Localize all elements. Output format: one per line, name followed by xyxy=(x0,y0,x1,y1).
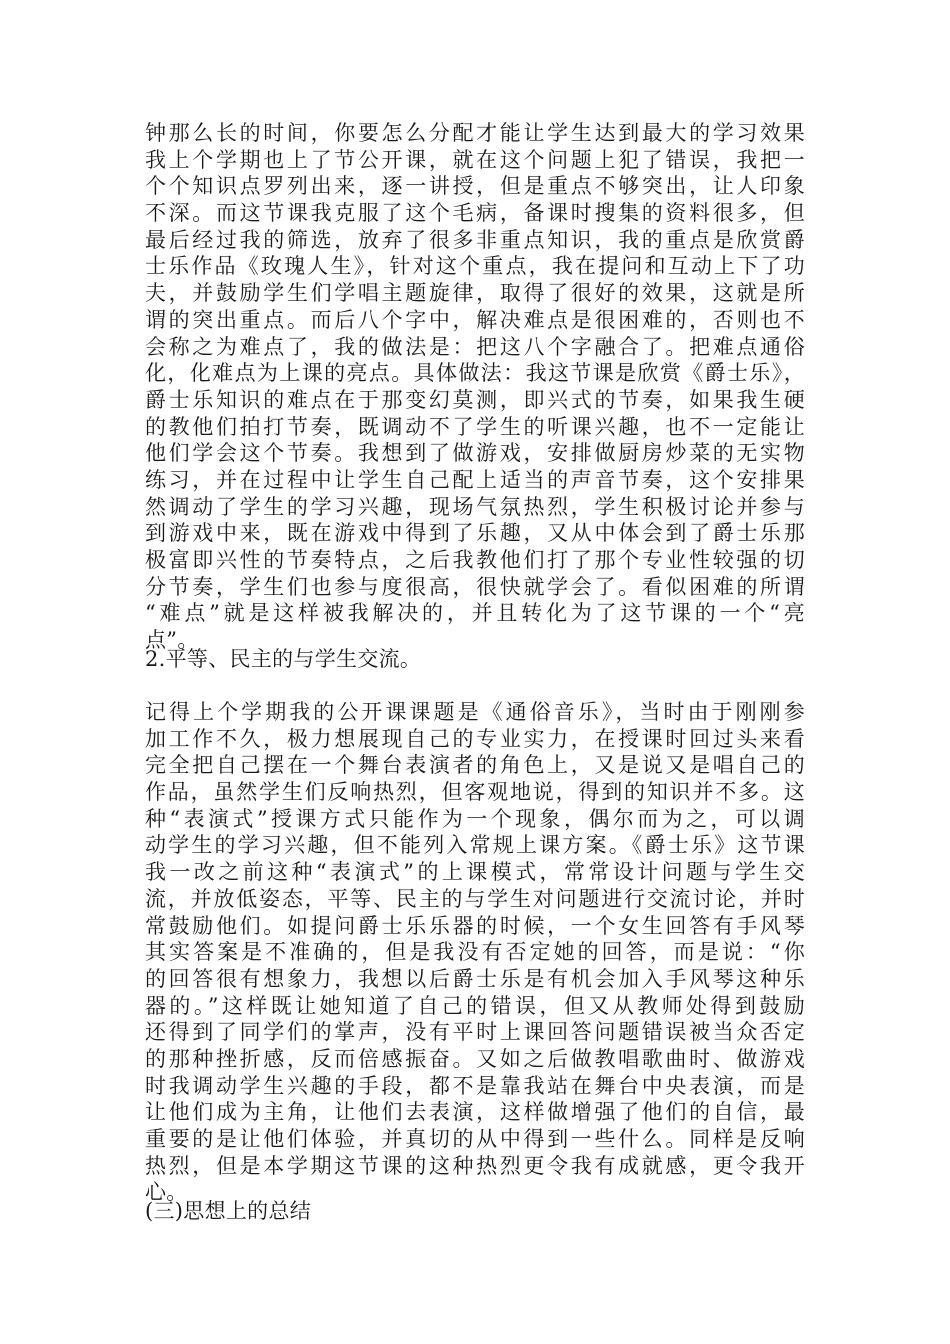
paragraph-line: 练习，并在过程中让学生自己配上适当的声音节奏，这个安排果 xyxy=(145,467,805,492)
paragraph-line: 时我调动学生兴趣的手段，都不是靠我站在舞台中央表演，而是 xyxy=(145,1073,805,1098)
paragraph-line: 常鼓励他们。如提问爵士乐乐器的时候，一个女生回答有手风琴 xyxy=(145,913,805,938)
paragraph-line: 热烈，但是本学期这节课的这种热烈更令我有成就感，更令我开 xyxy=(145,1153,805,1178)
paragraph-line: 作品，虽然学生们反响热烈，但客观地说，得到的知识并不多。这 xyxy=(145,780,805,805)
paragraph-line: 我一改之前这种“表演式”的上课模式，常常设计问题与学生交 xyxy=(145,860,805,885)
paragraph-line: 的教他们拍打节奏，既调动不了学生的听课兴趣，也不一定能让 xyxy=(145,414,805,439)
paragraph-line: 种“表演式”授课方式只能作为一个现象，偶尔而为之，可以调 xyxy=(145,806,805,831)
paragraph-line: 的那种挫折感，反而倍感振奋。又如之后做教唱歌曲时、做游戏 xyxy=(145,1046,805,1071)
paragraph-line: 然调动了学生的学习兴趣，现场气氛热烈，学生积极讨论并参与 xyxy=(145,494,805,519)
paragraph-line: 化，化难点为上课的亮点。具体做法：我这节课是欣赏《爵士乐》， xyxy=(145,361,805,386)
section-heading-equal-communication xyxy=(145,646,805,673)
section-heading-thought-summary xyxy=(145,1198,805,1225)
paragraph-line: 个个知识点罗列出来，逐一讲授，但是重点不够突出，让人印象 xyxy=(145,174,805,199)
paragraph-line: 会称之为难点了，我的做法是：把这八个字融合了。把难点通俗 xyxy=(145,334,805,359)
paragraph-line: 钟那么长的时间，你要怎么分配才能让学生达到最大的学习效果 xyxy=(145,121,805,145)
paragraph-line: 他们学会这个节奏。我想到了做游戏，安排做厨房炒菜的无实物 xyxy=(145,441,805,466)
paragraph-line: 到游戏中来，既在游戏中得到了乐趣，又从中体会到了爵士乐那 xyxy=(145,521,805,546)
paragraph-line: 让他们成为主角，让他们去表演，这样做增强了他们的自信，最 xyxy=(145,1100,805,1125)
paragraph-line: 分节奏，学生们也参与度很高，很快就学会了。看似困难的所谓 xyxy=(145,574,805,599)
paragraph-line: 我上个学期也上了节公开课，就在这个问题上犯了错误，我把一 xyxy=(145,147,805,172)
paragraph-line: 点”。 xyxy=(145,628,199,653)
paragraph-line: 爵士乐知识的难点在于那变幻莫测，即兴式的节奏，如果我生硬 xyxy=(145,387,805,412)
paragraph-line: 士乐作品《玫瑰人生》，针对这个重点，我在提问和互动上下了功 xyxy=(145,254,805,279)
paragraph-line: 器的。”这样既让她知道了自己的错误，但又从教师处得到鼓励 xyxy=(145,993,805,1018)
paragraph-line: 动学生的学习兴趣，但不能列入常规上课方案。《爵士乐》这节课 xyxy=(145,833,805,858)
paragraph-line: 最后经过我的筛选，放弃了很多非重点知识，我的重点是欣赏爵 xyxy=(145,227,805,252)
paragraph-line: 完全把自己摆在一个舞台表演者的角色上，又是说又是唱自己的 xyxy=(145,753,805,778)
paragraph-line: 记得上个学期我的公开课课题是《通俗音乐》，当时由于刚刚参 xyxy=(145,700,805,724)
paragraph-line: 夫，并鼓励学生们学唱主题旋律，取得了很好的效果，这就是所 xyxy=(145,281,805,306)
paragraph-line: 流，并放低姿态，平等、民主的与学生对问题进行交流讨论，并时 xyxy=(145,886,805,911)
section-heading: 2.平等、民主的与学生交流。 xyxy=(145,647,422,671)
paragraph-line: 重要的是让他们体验，并真切的从中得到一些什么。同样是反响 xyxy=(145,1127,805,1151)
paragraph-line: 不深。而这节课我克服了这个毛病，备课时搜集的资料很多，但 xyxy=(145,201,805,226)
paragraph-line: 其实答案是不准确的，但是我没有否定她的回答，而是说：“你 xyxy=(145,940,805,965)
paragraph-line: 还得到了同学们的掌声，没有平时上课回答问题错误被当众否定 xyxy=(145,1020,805,1045)
paragraph-line: 谓的突出重点。而后八个字中，解决难点是很困难的，否则也不 xyxy=(145,307,805,332)
paragraph-line: 心。 xyxy=(145,1180,188,1205)
section-heading: (三)思想上的总结 xyxy=(145,1199,312,1223)
paragraph-teaching-focus xyxy=(145,120,805,654)
paragraph-line: 极富即兴性的节奏特点，之后我教他们打了那个专业性较强的切 xyxy=(145,548,805,572)
paragraph-line: 加工作不久，极力想展现自己的专业实力，在授课时回过头来看 xyxy=(145,726,805,751)
paragraph-line: 的回答很有想象力，我想以后爵士乐是有机会加入手风琴这种乐 xyxy=(145,966,805,991)
paragraph-student-communication xyxy=(145,699,805,1206)
paragraph-line: “难点”就是这样被我解决的，并且转化为了这节课的一个“亮 xyxy=(145,601,805,626)
